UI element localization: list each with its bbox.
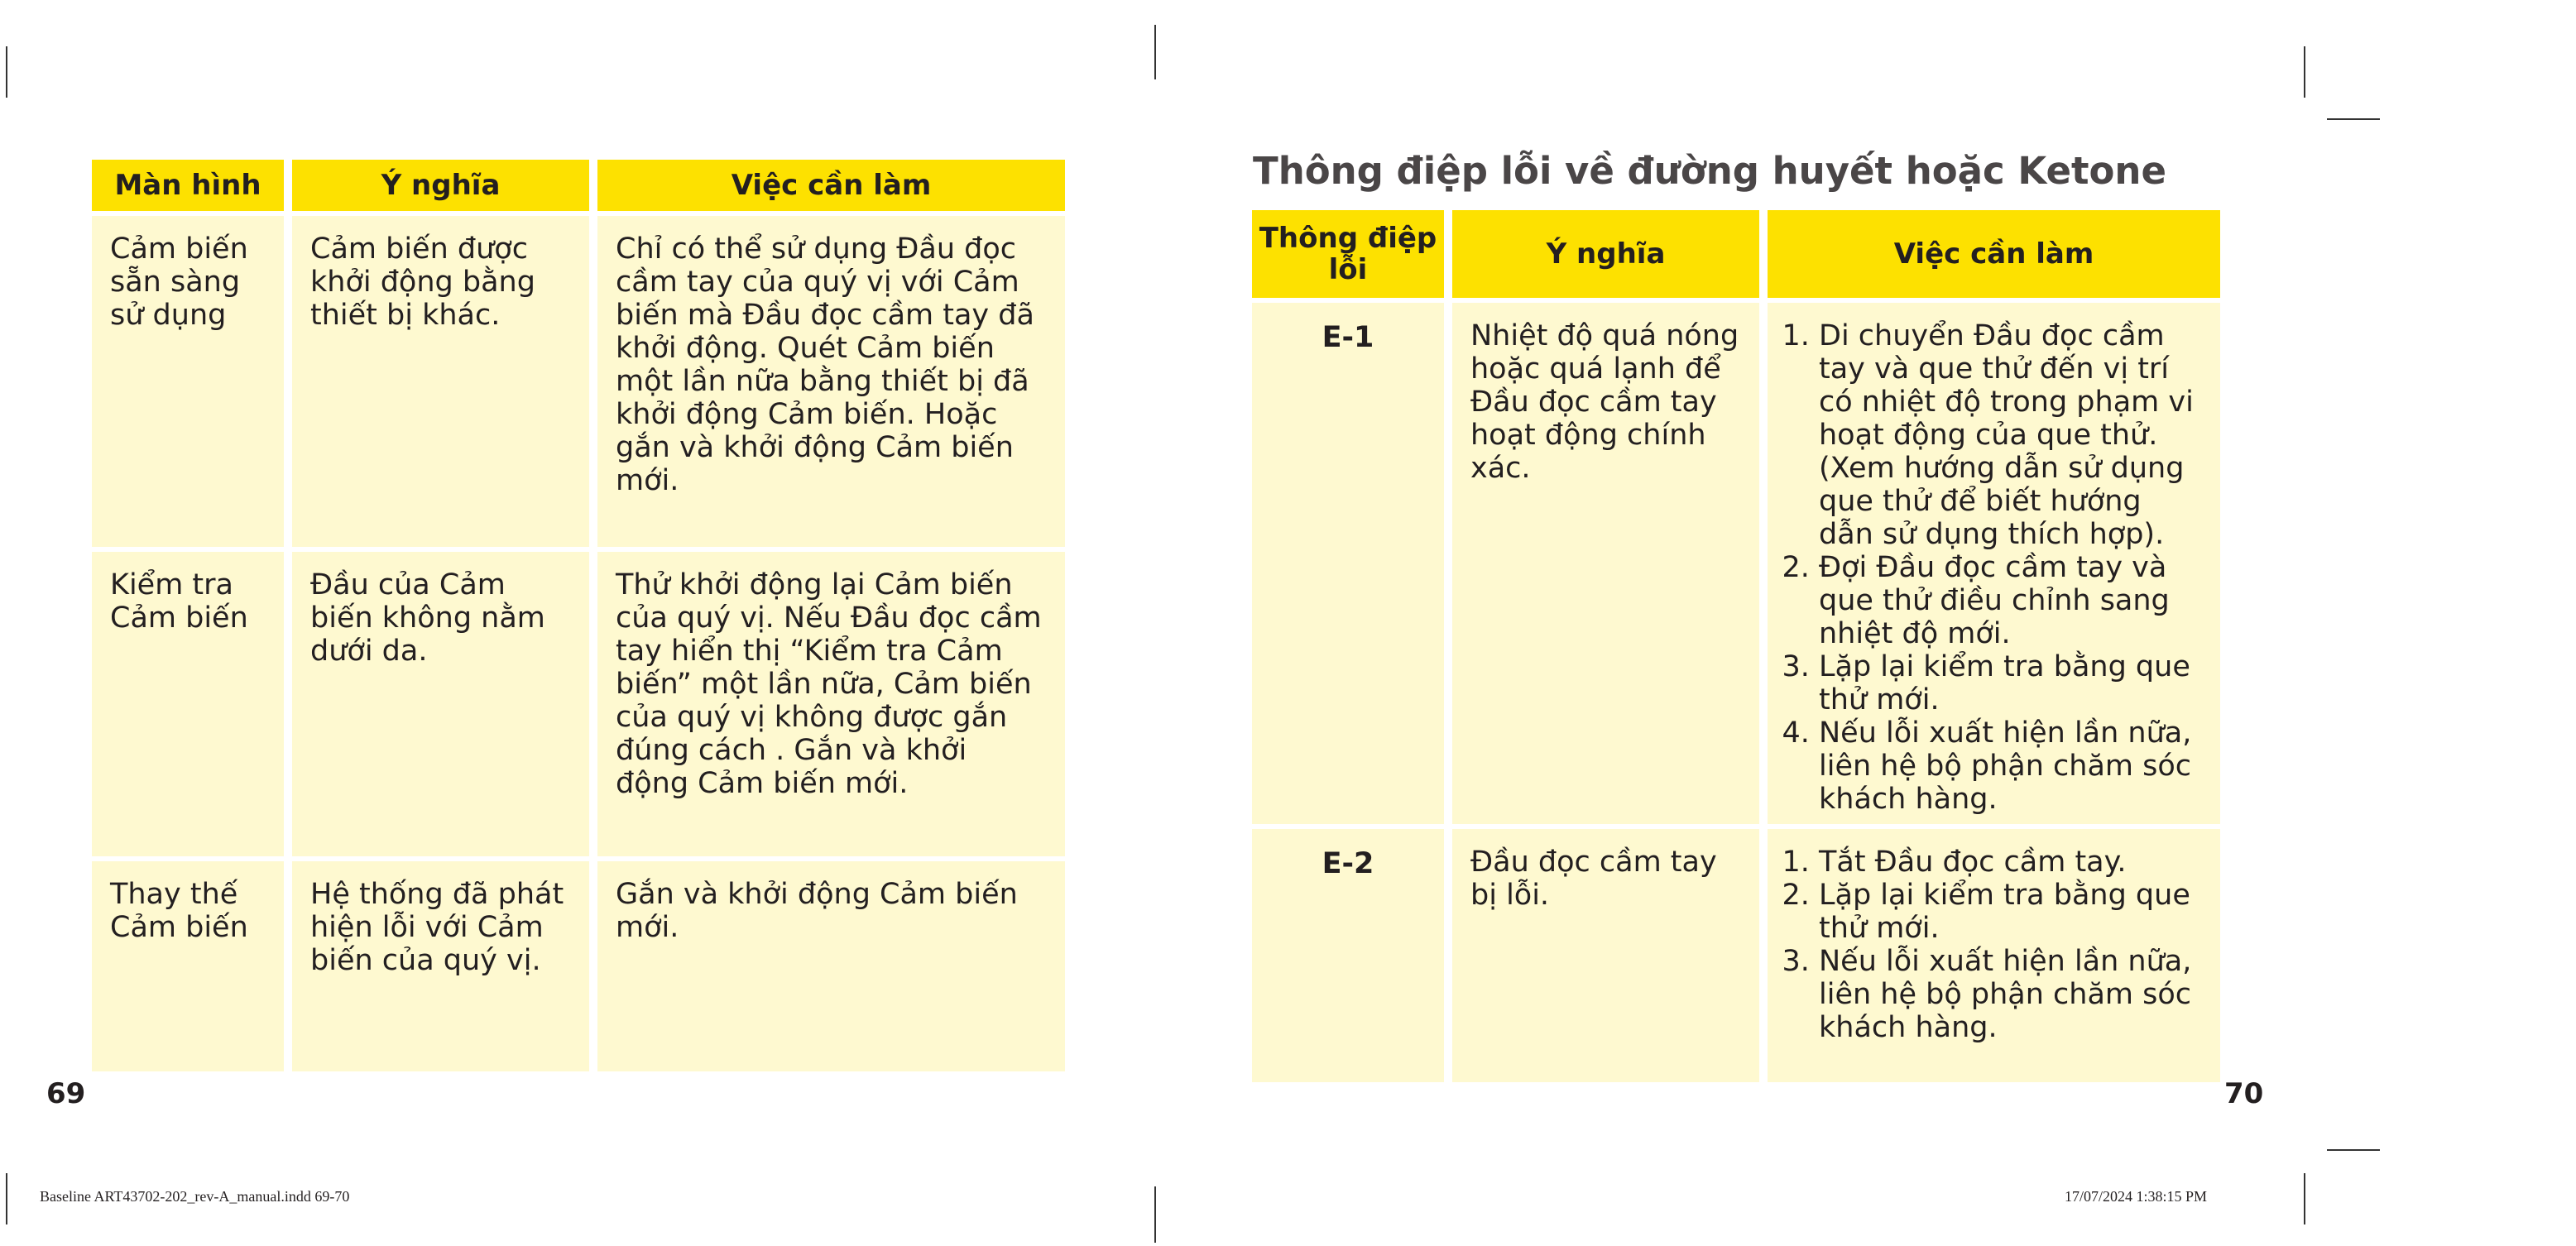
crop-mark bbox=[6, 46, 7, 98]
step-item: 1. Tắt Đầu đọc cầm tay. bbox=[1819, 846, 2202, 879]
file-slug: Baseline ART43702-202_rev-A_manual.indd 69-70 bbox=[40, 1188, 350, 1205]
column-header-meaning: Ý nghĩa bbox=[292, 160, 589, 211]
table-row bbox=[92, 216, 1065, 547]
meaning-cell: Hệ thống đã phát hiện lỗi với Cảm biến của quý vị. bbox=[292, 861, 589, 1071]
step-item: 1. Di chuyển Đầu đọc cầm tay và que thử đến vị trí có nhiệt độ trong phạm vi hoạt động của que thử. (Xem hướng dẫn sử dụng que thử để biết hướng dẫn sử dụng thích hợp). bbox=[1819, 319, 2202, 551]
crop-mark bbox=[1154, 1186, 1156, 1243]
error-code: E-1 bbox=[1252, 303, 1444, 824]
column-header-action: Việc cần làm bbox=[597, 160, 1065, 211]
action-steps bbox=[1786, 319, 2202, 816]
crop-mark bbox=[2327, 1149, 2380, 1151]
page-title: Thông điệp lỗi về đường huyết hoặc Ketone bbox=[1253, 149, 2166, 193]
action-cell: Gắn và khởi động Cảm biến mới. bbox=[597, 861, 1065, 1071]
action-steps bbox=[1786, 846, 2202, 1044]
action-cell: Thử khởi động lại Cảm biến của quý vị. Nếu Đầu đọc cầm tay hiển thị “Kiểm tra Cảm biến” một lần nữa, Cảm biến của quý vị không được gắn đúng cách . Gắn và khởi động Cảm biến mới. bbox=[597, 552, 1065, 856]
print-timestamp: 17/07/2024 1:38:15 PM bbox=[2065, 1188, 2208, 1205]
crop-mark bbox=[1154, 25, 1156, 79]
table-row bbox=[92, 861, 1065, 1071]
action-cell bbox=[1768, 829, 2220, 1082]
crop-mark bbox=[2304, 1173, 2305, 1224]
screen-cell: Kiểm tra Cảm biến bbox=[92, 552, 284, 856]
screen-cell: Cảm biến sẵn sàng sử dụng bbox=[92, 216, 284, 547]
step-item: 4. Nếu lỗi xuất hiện lần nữa, liên hệ bộ phận chăm sóc khách hàng. bbox=[1819, 716, 2202, 816]
step-item: 3. Nếu lỗi xuất hiện lần nữa, liên hệ bộ phận chăm sóc khách hàng. bbox=[1819, 945, 2202, 1044]
error-message-table bbox=[1244, 205, 2228, 1087]
sensor-message-table bbox=[84, 155, 1073, 1076]
page-number-right: 70 bbox=[2224, 1077, 2264, 1110]
column-header-screen: Màn hình bbox=[92, 160, 284, 211]
crop-mark bbox=[2304, 46, 2305, 98]
meaning-cell: Đầu của Cảm biến không nằm dưới da. bbox=[292, 552, 589, 856]
error-code: E-2 bbox=[1252, 829, 1444, 1082]
meaning-cell: Đầu đọc cầm tay bị lỗi. bbox=[1452, 829, 1759, 1082]
table-row bbox=[92, 552, 1065, 856]
step-item: 2. Đợi Đầu đọc cầm tay và que thử điều chỉnh sang nhiệt độ mới. bbox=[1819, 551, 2202, 650]
action-cell bbox=[1768, 303, 2220, 824]
screen-cell: Thay thế Cảm biến bbox=[92, 861, 284, 1071]
crop-mark bbox=[2327, 118, 2380, 120]
table-header-row bbox=[1252, 210, 2220, 298]
column-header-error-message: Thông điệp lỗi bbox=[1252, 210, 1444, 298]
column-header-meaning: Ý nghĩa bbox=[1452, 210, 1759, 298]
table-row bbox=[1252, 829, 2220, 1082]
action-cell: Chỉ có thể sử dụng Đầu đọc cầm tay của quý vị với Cảm biến mà Đầu đọc cầm tay đã khởi động. Quét Cảm biến một lần nữa bằng thiết bị đã khởi động Cảm biến. Hoặc gắn và khởi động Cảm biến mới. bbox=[597, 216, 1065, 547]
step-item: 2. Lặp lại kiểm tra bằng que thử mới. bbox=[1819, 879, 2202, 945]
column-header-action: Việc cần làm bbox=[1768, 210, 2220, 298]
meaning-cell: Cảm biến được khởi động bằng thiết bị khác. bbox=[292, 216, 589, 547]
page-number-left: 69 bbox=[46, 1077, 86, 1110]
table-header-row bbox=[92, 160, 1065, 211]
table-row bbox=[1252, 303, 2220, 824]
step-item: 3. Lặp lại kiểm tra bằng que thử mới. bbox=[1819, 650, 2202, 716]
crop-mark bbox=[6, 1173, 7, 1224]
meaning-cell: Nhiệt độ quá nóng hoặc quá lạnh để Đầu đọc cầm tay hoạt động chính xác. bbox=[1452, 303, 1759, 824]
